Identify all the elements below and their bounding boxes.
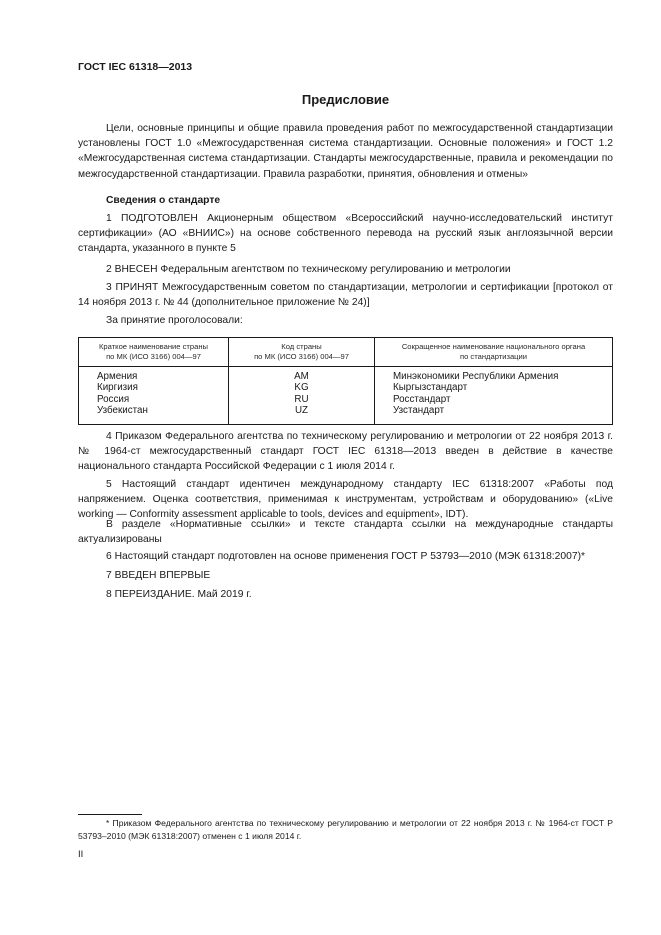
table-row — [79, 367, 613, 425]
item-8-paragraph: 8 ПЕРЕИЗДАНИЕ. Май 2019 г. — [106, 589, 252, 600]
table-header-row — [79, 338, 613, 367]
item-7-paragraph: 7 ВВЕДЕН ВПЕРВЫЕ — [106, 570, 211, 581]
intro-paragraph: Цели, основные принципы и общие правила проведения работ по межгосударственной стандартизации установлены ГОСТ 1.0 «Межгосударственная система стандартизации. Основные положения» и ГОСТ 1.2 «Межгосударственная система стандартизации. Стандарты межгосударственные, правила и рекомендации по межгосударственной стандартизации. Правила разработки, принятия, обновления и отмены» — [78, 123, 613, 180]
national-body: Кыргызстандарт — [393, 382, 468, 394]
country-codes-cell — [229, 367, 375, 425]
country-code: RU — [294, 393, 309, 405]
national-body: Росстандарт — [393, 393, 451, 405]
item-5-references-note: В разделе «Нормативные ссылки» и тексте стандарта ссылки на международные стандарты актуализированы — [78, 519, 613, 546]
item-4-paragraph: 4 Приказом Федерального агентства по техническому регулированию и метрологии от 22 ноября 2013 г. № 1964-ст межгосударственный стандарт ГОСТ IEC 61318—2013 введен в действие в качестве национального стандарта Российской Федерации с 1 июля 2014 г. — [78, 431, 613, 473]
item-6-paragraph: 6 Настоящий стандарт подготовлен на основе применения ГОСТ Р 53793—2010 (МЭК 61318:2007)* — [106, 551, 586, 562]
voting-table — [78, 337, 613, 425]
national-body: Узстандарт — [393, 404, 445, 416]
page-number: II — [78, 849, 84, 860]
item-1-paragraph: 1 ПОДГОТОВЛЕН Акционерным обществом «Всероссийский научно-исследовательский институт сертификации» (АО «ВНИИС») на основе собственного перевода на русский язык англоязычной версии стандарта, указанного в пункте 5 — [78, 213, 613, 255]
item-5-paragraph: 5 Настоящий стандарт идентичен международному стандарту IEC 61318:2007 «Работы под напряжением. Оценка соответствия, применимая к инструментам, устройствам и оборудованию» («Live working — Conformity assessment applicable to tools, devices and equipment», IDT). — [78, 479, 613, 521]
footnote: * Приказом Федерального агентства по техническому регулированию и метрологии от 22 ноября 2013 г. № 1964-ст ГОСТ Р 53793–2010 (МЭК 61318:2007) отменен с 1 июля 2014 г. — [78, 818, 613, 841]
footnote-divider — [78, 814, 142, 815]
country-code: UZ — [294, 404, 309, 416]
country-names-cell — [79, 367, 229, 425]
national-body: Минэкономики Республики Армения — [393, 371, 559, 382]
section-heading: Сведения о стандарте — [106, 195, 221, 206]
country-name: Киргизия — [97, 382, 138, 394]
country-name: Армения — [97, 371, 138, 382]
page-title: Предисловие — [301, 92, 390, 107]
country-code: AM — [294, 371, 309, 382]
national-bodies-cell — [375, 367, 613, 425]
item-2-paragraph: 2 ВНЕСЕН Федеральным агентством по техническому регулированию и метрологии — [106, 264, 511, 275]
document-code: ГОСТ IEC 61318—2013 — [78, 61, 193, 73]
country-name: Узбекистан — [97, 404, 148, 416]
header-national-body: Сокращенное наименование национального органа по стандартизации — [375, 338, 613, 367]
item-3-voting-note: За принятие проголосовали: — [106, 315, 243, 326]
header-country-code: Код страны по МК (ИСО 3166) 004—97 — [229, 338, 375, 367]
item-3-paragraph: 3 ПРИНЯТ Межгосударственным советом по стандартизации, метрологии и сертификации [протокол от 14 ноября 2013 г. № 44 (дополнительное приложение № 24)] — [78, 282, 613, 309]
header-country-name: Краткое наименование страны по МК (ИСО 3166) 004—97 — [79, 338, 229, 367]
country-code: KG — [294, 382, 309, 394]
country-name: Россия — [97, 393, 130, 405]
